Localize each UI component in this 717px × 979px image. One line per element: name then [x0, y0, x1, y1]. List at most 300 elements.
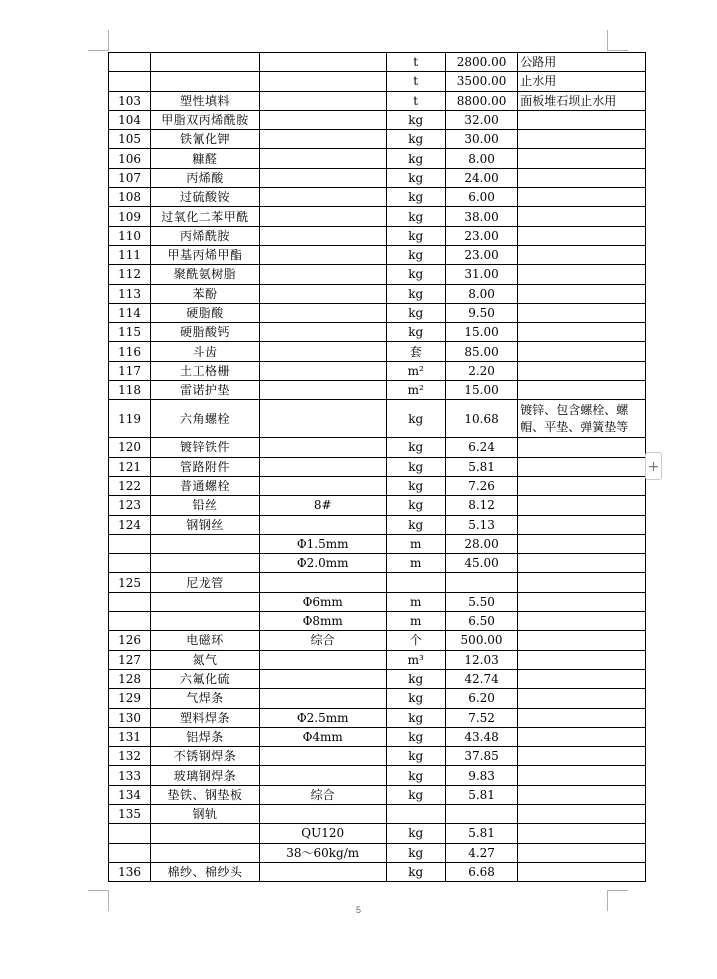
cell-note: 镀锌、包含螺栓、螺帽、平垫、弹簧垫等	[518, 400, 646, 438]
cell-number: 110	[109, 226, 151, 245]
table-row	[109, 824, 646, 843]
cell-price: 15.00	[445, 381, 517, 400]
cell-number: 114	[109, 303, 151, 322]
cell-material-name: 铅丝	[151, 496, 260, 515]
cell-material-name: 电磁环	[151, 631, 260, 650]
cell-specification: Φ8mm	[259, 612, 386, 631]
cell-unit: kg	[386, 766, 445, 785]
cell-note	[518, 438, 646, 457]
cell-number: 105	[109, 130, 151, 149]
cell-unit: kg	[386, 785, 445, 804]
cell-number: 126	[109, 631, 151, 650]
table-row	[109, 438, 646, 457]
cell-specification: 综合	[259, 631, 386, 650]
cell-price: 6.00	[445, 188, 517, 207]
table-row	[109, 727, 646, 746]
cell-price: 85.00	[445, 342, 517, 361]
cell-specification	[259, 361, 386, 380]
cell-note	[518, 515, 646, 534]
cell-note	[518, 130, 646, 149]
cell-note	[518, 534, 646, 553]
cell-specification	[259, 650, 386, 669]
cell-specification: QU120	[259, 824, 386, 843]
cell-specification: 8#	[259, 496, 386, 515]
table-row	[109, 130, 646, 149]
cell-price: 8.00	[445, 284, 517, 303]
table-row	[109, 534, 646, 553]
cell-material-name: 雷诺护垫	[151, 381, 260, 400]
cell-specification	[259, 323, 386, 342]
cell-note	[518, 650, 646, 669]
cell-price: 4.27	[445, 843, 517, 862]
table-row	[109, 245, 646, 264]
cell-specification	[259, 226, 386, 245]
cell-material-name: 垫铁、钢垫板	[151, 785, 260, 804]
table-row	[109, 53, 646, 72]
cell-material-name: 糠醛	[151, 149, 260, 168]
cell-specification: Φ4mm	[259, 727, 386, 746]
cell-number	[109, 534, 151, 553]
page-number: 5	[355, 905, 361, 915]
cell-price	[445, 804, 517, 823]
cell-number: 128	[109, 669, 151, 688]
table-row	[109, 476, 646, 495]
cell-material-name: 斗齿	[151, 342, 260, 361]
cell-price: 9.50	[445, 303, 517, 322]
cell-price: 31.00	[445, 265, 517, 284]
cell-unit: kg	[386, 496, 445, 515]
cell-price	[445, 573, 517, 592]
cell-price: 23.00	[445, 226, 517, 245]
cell-price: 5.50	[445, 592, 517, 611]
cell-price: 7.26	[445, 476, 517, 495]
cell-specification: 38～60kg/m	[259, 843, 386, 862]
cell-price: 32.00	[445, 110, 517, 129]
cell-number	[109, 612, 151, 631]
cell-price: 10.68	[445, 400, 517, 438]
cell-unit: kg	[386, 207, 445, 226]
cell-specification	[259, 207, 386, 226]
cell-material-name	[151, 534, 260, 553]
table-row	[109, 515, 646, 534]
cell-note	[518, 824, 646, 843]
cell-specification	[259, 110, 386, 129]
cell-number: 134	[109, 785, 151, 804]
cell-unit: kg	[386, 400, 445, 438]
cell-unit	[386, 804, 445, 823]
cell-number: 120	[109, 438, 151, 457]
cell-material-name: 硬脂酸钙	[151, 323, 260, 342]
cell-material-name: 硬脂酸	[151, 303, 260, 322]
table-row	[109, 689, 646, 708]
cell-specification	[259, 72, 386, 91]
table-row	[109, 110, 646, 129]
cell-specification	[259, 862, 386, 881]
cell-material-name: 土工格栅	[151, 361, 260, 380]
cell-material-name: 玻璃钢焊条	[151, 766, 260, 785]
table-row	[109, 457, 646, 476]
cell-material-name: 镀锌铁件	[151, 438, 260, 457]
table-row	[109, 303, 646, 322]
cell-number: 113	[109, 284, 151, 303]
table-row	[109, 669, 646, 688]
cell-price: 30.00	[445, 130, 517, 149]
cell-unit: t	[386, 53, 445, 72]
cell-material-name: 聚酰氨树脂	[151, 265, 260, 284]
cell-specification	[259, 284, 386, 303]
cell-number: 104	[109, 110, 151, 129]
cell-material-name	[151, 843, 260, 862]
cell-price: 15.00	[445, 323, 517, 342]
cell-price: 23.00	[445, 245, 517, 264]
table-row	[109, 573, 646, 592]
cell-number: 107	[109, 168, 151, 187]
cell-note	[518, 708, 646, 727]
cell-number	[109, 843, 151, 862]
cell-note: 止水用	[518, 72, 646, 91]
cell-number	[109, 592, 151, 611]
cell-note	[518, 188, 646, 207]
table-row	[109, 188, 646, 207]
cell-unit: kg	[386, 110, 445, 129]
cell-number: 136	[109, 862, 151, 881]
cell-price: 43.48	[445, 727, 517, 746]
cell-unit: t	[386, 72, 445, 91]
cell-note	[518, 727, 646, 746]
cell-material-name: 过硫酸铵	[151, 188, 260, 207]
cell-unit: kg	[386, 168, 445, 187]
cell-number	[109, 824, 151, 843]
cell-material-name: 管路附件	[151, 457, 260, 476]
cell-number: 112	[109, 265, 151, 284]
cell-specification	[259, 91, 386, 110]
cell-note	[518, 381, 646, 400]
cell-material-name: 不锈钢焊条	[151, 747, 260, 766]
cell-material-name	[151, 824, 260, 843]
cell-number: 121	[109, 457, 151, 476]
cell-number: 119	[109, 400, 151, 438]
table-row	[109, 265, 646, 284]
cell-number: 130	[109, 708, 151, 727]
cell-specification	[259, 747, 386, 766]
cell-unit: m²	[386, 381, 445, 400]
table-row	[109, 785, 646, 804]
cell-price: 6.68	[445, 862, 517, 881]
cell-unit: m²	[386, 361, 445, 380]
cell-price: 5.13	[445, 515, 517, 534]
cell-specification: Φ6mm	[259, 592, 386, 611]
cell-unit: m	[386, 612, 445, 631]
cell-specification: Φ2.5mm	[259, 708, 386, 727]
cell-number: 123	[109, 496, 151, 515]
cell-specification	[259, 515, 386, 534]
cell-note	[518, 265, 646, 284]
cell-specification	[259, 245, 386, 264]
cell-specification	[259, 573, 386, 592]
cell-number: 103	[109, 91, 151, 110]
table-row	[109, 554, 646, 573]
cell-unit: kg	[386, 245, 445, 264]
table-row	[109, 226, 646, 245]
cell-unit: kg	[386, 843, 445, 862]
cell-number: 108	[109, 188, 151, 207]
cell-note	[518, 747, 646, 766]
crop-mark-top-left	[88, 30, 109, 51]
cell-note	[518, 207, 646, 226]
cell-specification: 综合	[259, 785, 386, 804]
cell-note	[518, 168, 646, 187]
cell-number: 117	[109, 361, 151, 380]
cell-number: 131	[109, 727, 151, 746]
material-price-table	[108, 52, 646, 882]
cell-material-name: 过氧化二苯甲酰	[151, 207, 260, 226]
table-row	[109, 342, 646, 361]
cell-number: 125	[109, 573, 151, 592]
cell-material-name: 铝焊条	[151, 727, 260, 746]
cell-unit: kg	[386, 457, 445, 476]
cell-specification: Φ1.5mm	[259, 534, 386, 553]
table-row	[109, 747, 646, 766]
cell-note	[518, 361, 646, 380]
cell-specification	[259, 400, 386, 438]
cell-unit: kg	[386, 476, 445, 495]
cell-material-name	[151, 592, 260, 611]
table-row	[109, 91, 646, 110]
cell-note	[518, 476, 646, 495]
cell-specification	[259, 149, 386, 168]
cell-specification	[259, 381, 386, 400]
cell-unit: 套	[386, 342, 445, 361]
cell-material-name: 丙烯酰胺	[151, 226, 260, 245]
cell-note	[518, 592, 646, 611]
cell-specification	[259, 804, 386, 823]
cell-number: 115	[109, 323, 151, 342]
table-body	[109, 53, 646, 882]
cell-price: 500.00	[445, 631, 517, 650]
cell-number: 135	[109, 804, 151, 823]
cell-specification	[259, 130, 386, 149]
cell-price: 24.00	[445, 168, 517, 187]
cell-material-name: 普通螺栓	[151, 476, 260, 495]
cell-unit: kg	[386, 747, 445, 766]
table-row	[109, 804, 646, 823]
cell-material-name: 棉纱、棉纱头	[151, 862, 260, 881]
cell-price: 5.81	[445, 824, 517, 843]
cell-price: 3500.00	[445, 72, 517, 91]
cell-unit: kg	[386, 188, 445, 207]
cell-note	[518, 766, 646, 785]
cell-unit: kg	[386, 708, 445, 727]
cell-material-name: 甲基丙烯甲酯	[151, 245, 260, 264]
cell-price: 37.85	[445, 747, 517, 766]
cell-price: 7.52	[445, 708, 517, 727]
table-row	[109, 207, 646, 226]
cell-price: 6.50	[445, 612, 517, 631]
cell-specification	[259, 342, 386, 361]
cell-unit: 个	[386, 631, 445, 650]
cell-unit: kg	[386, 862, 445, 881]
cell-material-name: 丙烯酸	[151, 168, 260, 187]
cell-note	[518, 843, 646, 862]
cell-note	[518, 573, 646, 592]
cell-price: 8.00	[445, 149, 517, 168]
cell-price: 6.24	[445, 438, 517, 457]
table-row	[109, 708, 646, 727]
cell-unit: m	[386, 592, 445, 611]
cell-specification	[259, 265, 386, 284]
cell-material-name: 甲脂双丙烯酰胺	[151, 110, 260, 129]
cell-number: 111	[109, 245, 151, 264]
cell-note	[518, 785, 646, 804]
cell-price: 5.81	[445, 785, 517, 804]
cell-specification	[259, 476, 386, 495]
table-row	[109, 592, 646, 611]
cell-unit: kg	[386, 515, 445, 534]
cell-unit: kg	[386, 824, 445, 843]
cell-note	[518, 226, 646, 245]
cell-unit: kg	[386, 265, 445, 284]
cell-material-name	[151, 53, 260, 72]
cell-note: 面板堆石坝止水用	[518, 91, 646, 110]
cell-material-name: 钢钢丝	[151, 515, 260, 534]
cell-price: 28.00	[445, 534, 517, 553]
cell-unit	[386, 573, 445, 592]
cell-material-name: 钢轨	[151, 804, 260, 823]
cell-material-name: 塑料焊条	[151, 708, 260, 727]
cell-material-name: 铁氰化钾	[151, 130, 260, 149]
cell-specification	[259, 168, 386, 187]
cell-specification: Φ2.0mm	[259, 554, 386, 573]
cell-material-name: 六氟化硫	[151, 669, 260, 688]
cell-unit: m	[386, 554, 445, 573]
cell-number: 127	[109, 650, 151, 669]
cell-note	[518, 862, 646, 881]
cell-note	[518, 612, 646, 631]
cell-price: 5.81	[445, 457, 517, 476]
cell-price: 8800.00	[445, 91, 517, 110]
cell-unit: kg	[386, 226, 445, 245]
table-row	[109, 361, 646, 380]
table-row	[109, 766, 646, 785]
table-row	[109, 72, 646, 91]
cell-price: 12.03	[445, 650, 517, 669]
cell-note: 公路用	[518, 53, 646, 72]
cell-price: 2.20	[445, 361, 517, 380]
cell-unit: kg	[386, 323, 445, 342]
cell-price: 8.12	[445, 496, 517, 515]
cell-number	[109, 72, 151, 91]
cell-note	[518, 804, 646, 823]
cell-material-name	[151, 612, 260, 631]
table-row	[109, 612, 646, 631]
cell-material-name: 尼龙管	[151, 573, 260, 592]
cell-unit: kg	[386, 284, 445, 303]
cell-material-name: 六角螺栓	[151, 400, 260, 438]
cell-specification	[259, 669, 386, 688]
cell-material-name: 氮气	[151, 650, 260, 669]
cell-note	[518, 149, 646, 168]
cell-material-name: 气焊条	[151, 689, 260, 708]
table-row	[109, 149, 646, 168]
cell-note	[518, 303, 646, 322]
cell-specification	[259, 689, 386, 708]
cell-number: 118	[109, 381, 151, 400]
cell-unit: m³	[386, 650, 445, 669]
cell-unit: kg	[386, 303, 445, 322]
cell-note	[518, 342, 646, 361]
table-row	[109, 400, 646, 438]
table-row	[109, 631, 646, 650]
cell-number: 129	[109, 689, 151, 708]
cell-note	[518, 323, 646, 342]
cell-material-name: 塑性填料	[151, 91, 260, 110]
cell-unit: kg	[386, 130, 445, 149]
cell-note	[518, 554, 646, 573]
cell-price: 38.00	[445, 207, 517, 226]
cell-note	[518, 689, 646, 708]
cell-unit: kg	[386, 149, 445, 168]
cell-unit: m	[386, 534, 445, 553]
cell-note	[518, 631, 646, 650]
cell-note	[518, 669, 646, 688]
cell-specification	[259, 53, 386, 72]
table-row	[109, 862, 646, 881]
cell-specification	[259, 438, 386, 457]
table-row	[109, 381, 646, 400]
cell-note	[518, 110, 646, 129]
cell-note	[518, 457, 646, 476]
table-row	[109, 650, 646, 669]
cell-material-name	[151, 554, 260, 573]
table-row	[109, 323, 646, 342]
table-row	[109, 284, 646, 303]
cell-number: 132	[109, 747, 151, 766]
cell-number	[109, 53, 151, 72]
cell-number: 122	[109, 476, 151, 495]
cell-number: 106	[109, 149, 151, 168]
cell-price: 42.74	[445, 669, 517, 688]
cell-specification	[259, 457, 386, 476]
cell-material-name	[151, 72, 260, 91]
cell-unit: kg	[386, 438, 445, 457]
cell-unit: kg	[386, 727, 445, 746]
cell-material-name: 苯酚	[151, 284, 260, 303]
cell-specification	[259, 766, 386, 785]
cell-number: 109	[109, 207, 151, 226]
table-row	[109, 843, 646, 862]
crop-mark-top-right	[607, 30, 628, 51]
cell-specification	[259, 303, 386, 322]
table-row	[109, 168, 646, 187]
cell-note	[518, 284, 646, 303]
cell-number: 133	[109, 766, 151, 785]
cell-unit: kg	[386, 669, 445, 688]
cell-note	[518, 245, 646, 264]
cell-note	[518, 496, 646, 515]
cell-price: 45.00	[445, 554, 517, 573]
cell-number: 124	[109, 515, 151, 534]
cell-number: 116	[109, 342, 151, 361]
cell-specification	[259, 188, 386, 207]
add-row-button[interactable]: +	[645, 452, 662, 480]
cell-unit: kg	[386, 689, 445, 708]
cell-price: 2800.00	[445, 53, 517, 72]
cell-unit: t	[386, 91, 445, 110]
cell-price: 9.83	[445, 766, 517, 785]
cell-number	[109, 554, 151, 573]
cell-price: 6.20	[445, 689, 517, 708]
table-row	[109, 496, 646, 515]
